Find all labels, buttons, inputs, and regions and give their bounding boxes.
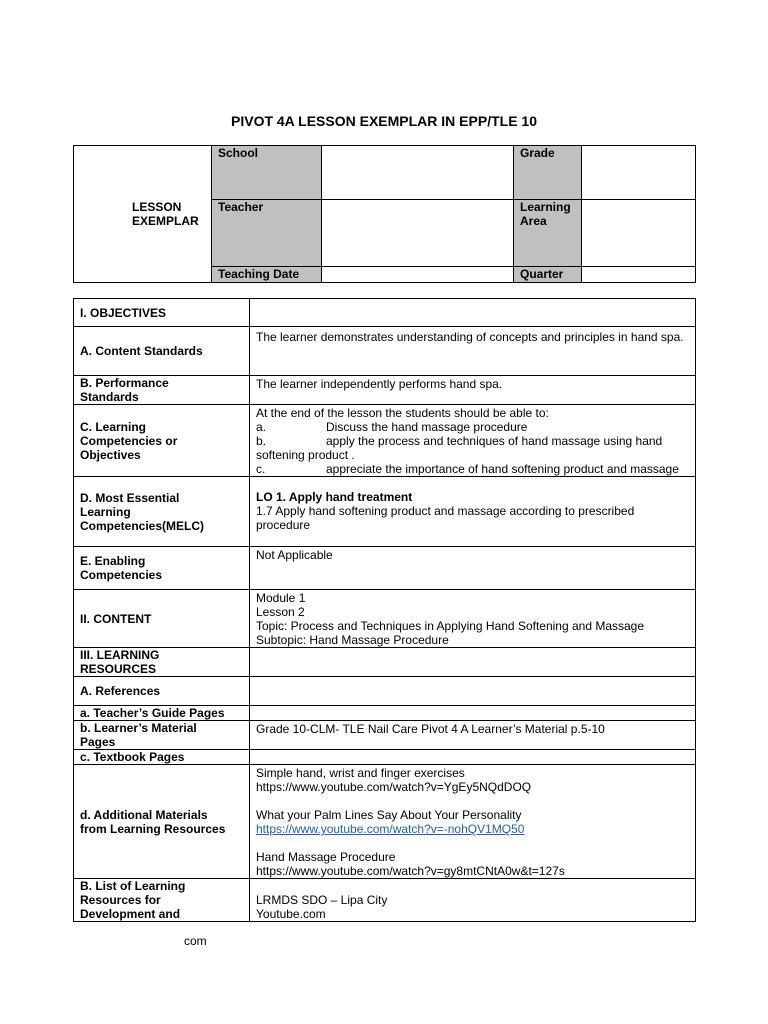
list-resources-value: LRMDS SDO – Lipa City Youtube.com bbox=[250, 879, 696, 922]
teaching-date-value bbox=[322, 267, 514, 283]
school-value bbox=[322, 146, 514, 200]
content-label: II. CONTENT bbox=[74, 590, 250, 648]
table-row bbox=[74, 879, 696, 922]
learning-competencies-label: C. Learning Competencies or Objectives bbox=[74, 405, 250, 477]
enabling-label: E. Enabling Competencies bbox=[74, 547, 250, 590]
school-label: School bbox=[212, 146, 322, 200]
enabling-value: Not Applicable bbox=[250, 547, 696, 590]
additional-materials-value: Simple hand, wrist and finger exercises https://www.youtube.com/watch?v=YgEy5NQdDOQ What your Palm Lines Say About Your Personality https://www.youtube.com/watch?v=-nohQV1MQ50 Hand Massage Procedure https://www.youtube.com/watch?v=gy8mtCNtA0w&t=127s bbox=[250, 765, 696, 879]
link-exercises[interactable]: https://www.youtube.com/watch?v=YgEy5NQdDOQ bbox=[256, 780, 532, 794]
header-table bbox=[73, 145, 696, 283]
melc-label: D. Most Essential Learning Competencies(MELC) bbox=[74, 477, 250, 547]
performance-standards-label: B. Performance Standards bbox=[74, 376, 250, 405]
table-row bbox=[74, 405, 696, 477]
teachers-guide-value bbox=[250, 706, 696, 721]
link-palm-lines[interactable]: https://www.youtube.com/watch?v=-nohQV1MQ50 bbox=[256, 822, 525, 836]
table-row bbox=[74, 376, 696, 405]
table-row bbox=[74, 547, 696, 590]
grade-label: Grade bbox=[514, 146, 582, 200]
content-value: Module 1 Lesson 2 Topic: Process and Techniques in Applying Hand Softening and Massage Subtopic: Hand Massage Procedure bbox=[250, 590, 696, 648]
table-row bbox=[74, 299, 696, 327]
melc-value: LO 1. Apply hand treatment 1.7 Apply hand softening product and massage according to prescribed procedure bbox=[250, 477, 696, 547]
performance-standards-value: The learner independently performs hand spa. bbox=[250, 376, 696, 405]
teacher-label: Teacher bbox=[212, 200, 322, 267]
list-resources-label: B. List of Learning Resources for Development and bbox=[74, 879, 250, 922]
learning-competencies-value: At the end of the lesson the students should be able to: a. Discuss the hand massage procedure b. apply the process and techniques of hand massage using hand softening product . c. appreciate the importance of hand softening product and massage bbox=[250, 405, 696, 477]
objectives-label: I. OBJECTIVES bbox=[74, 299, 250, 327]
teaching-date-label: Teaching Date bbox=[212, 267, 322, 283]
references-label: A. References bbox=[74, 677, 250, 706]
learning-resources-label: III. LEARNING RESOURCES bbox=[74, 648, 250, 677]
table-row bbox=[74, 750, 696, 765]
table-row bbox=[74, 721, 696, 750]
footer-text: com bbox=[184, 934, 207, 948]
table-row bbox=[74, 590, 696, 648]
learners-material-label: b. Learner’s Material Pages bbox=[74, 721, 250, 750]
list-item: b. apply the process and techniques of hand massage using hand bbox=[256, 434, 663, 448]
content-standards-label: A. Content Standards bbox=[74, 327, 250, 376]
link-hand-massage[interactable]: https://www.youtube.com/watch?v=gy8mtCNtA0w&t=127s bbox=[256, 864, 565, 878]
learning-resources-value bbox=[250, 648, 696, 677]
teachers-guide-label: a. Teacher’s Guide Pages bbox=[74, 706, 250, 721]
list-item: c. appreciate the importance of hand softening product and massage bbox=[256, 462, 679, 476]
objectives-value bbox=[250, 299, 696, 327]
textbook-value bbox=[250, 750, 696, 765]
textbook-label: c. Textbook Pages bbox=[74, 750, 250, 765]
table-row bbox=[74, 327, 696, 376]
page-title: PIVOT 4A LESSON EXEMPLAR IN EPP/TLE 10 bbox=[231, 113, 537, 129]
table-row bbox=[74, 648, 696, 677]
quarter-label: Quarter bbox=[514, 267, 582, 283]
table-row bbox=[74, 477, 696, 547]
additional-materials-label: d. Additional Materials from Learning Resources bbox=[74, 765, 250, 879]
content-standards-value: The learner demonstrates understanding of concepts and principles in hand spa. bbox=[250, 327, 696, 376]
table-row bbox=[74, 706, 696, 721]
learners-material-value: Grade 10-CLM- TLE Nail Care Pivot 4 A Learner’s Material p.5-10 bbox=[250, 721, 696, 750]
references-value bbox=[250, 677, 696, 706]
lesson-table bbox=[73, 298, 696, 922]
learning-area-value bbox=[582, 200, 696, 267]
learning-area-label: Learning Area bbox=[514, 200, 582, 267]
teacher-value bbox=[322, 200, 514, 267]
lesson-exemplar-label: LESSON EXEMPLAR bbox=[74, 146, 212, 283]
list-item: a. Discuss the hand massage procedure bbox=[256, 420, 528, 434]
grade-value bbox=[582, 146, 696, 200]
table-row bbox=[74, 677, 696, 706]
quarter-value bbox=[582, 267, 696, 283]
list-item: softening product . bbox=[256, 448, 355, 462]
table-row bbox=[74, 765, 696, 879]
